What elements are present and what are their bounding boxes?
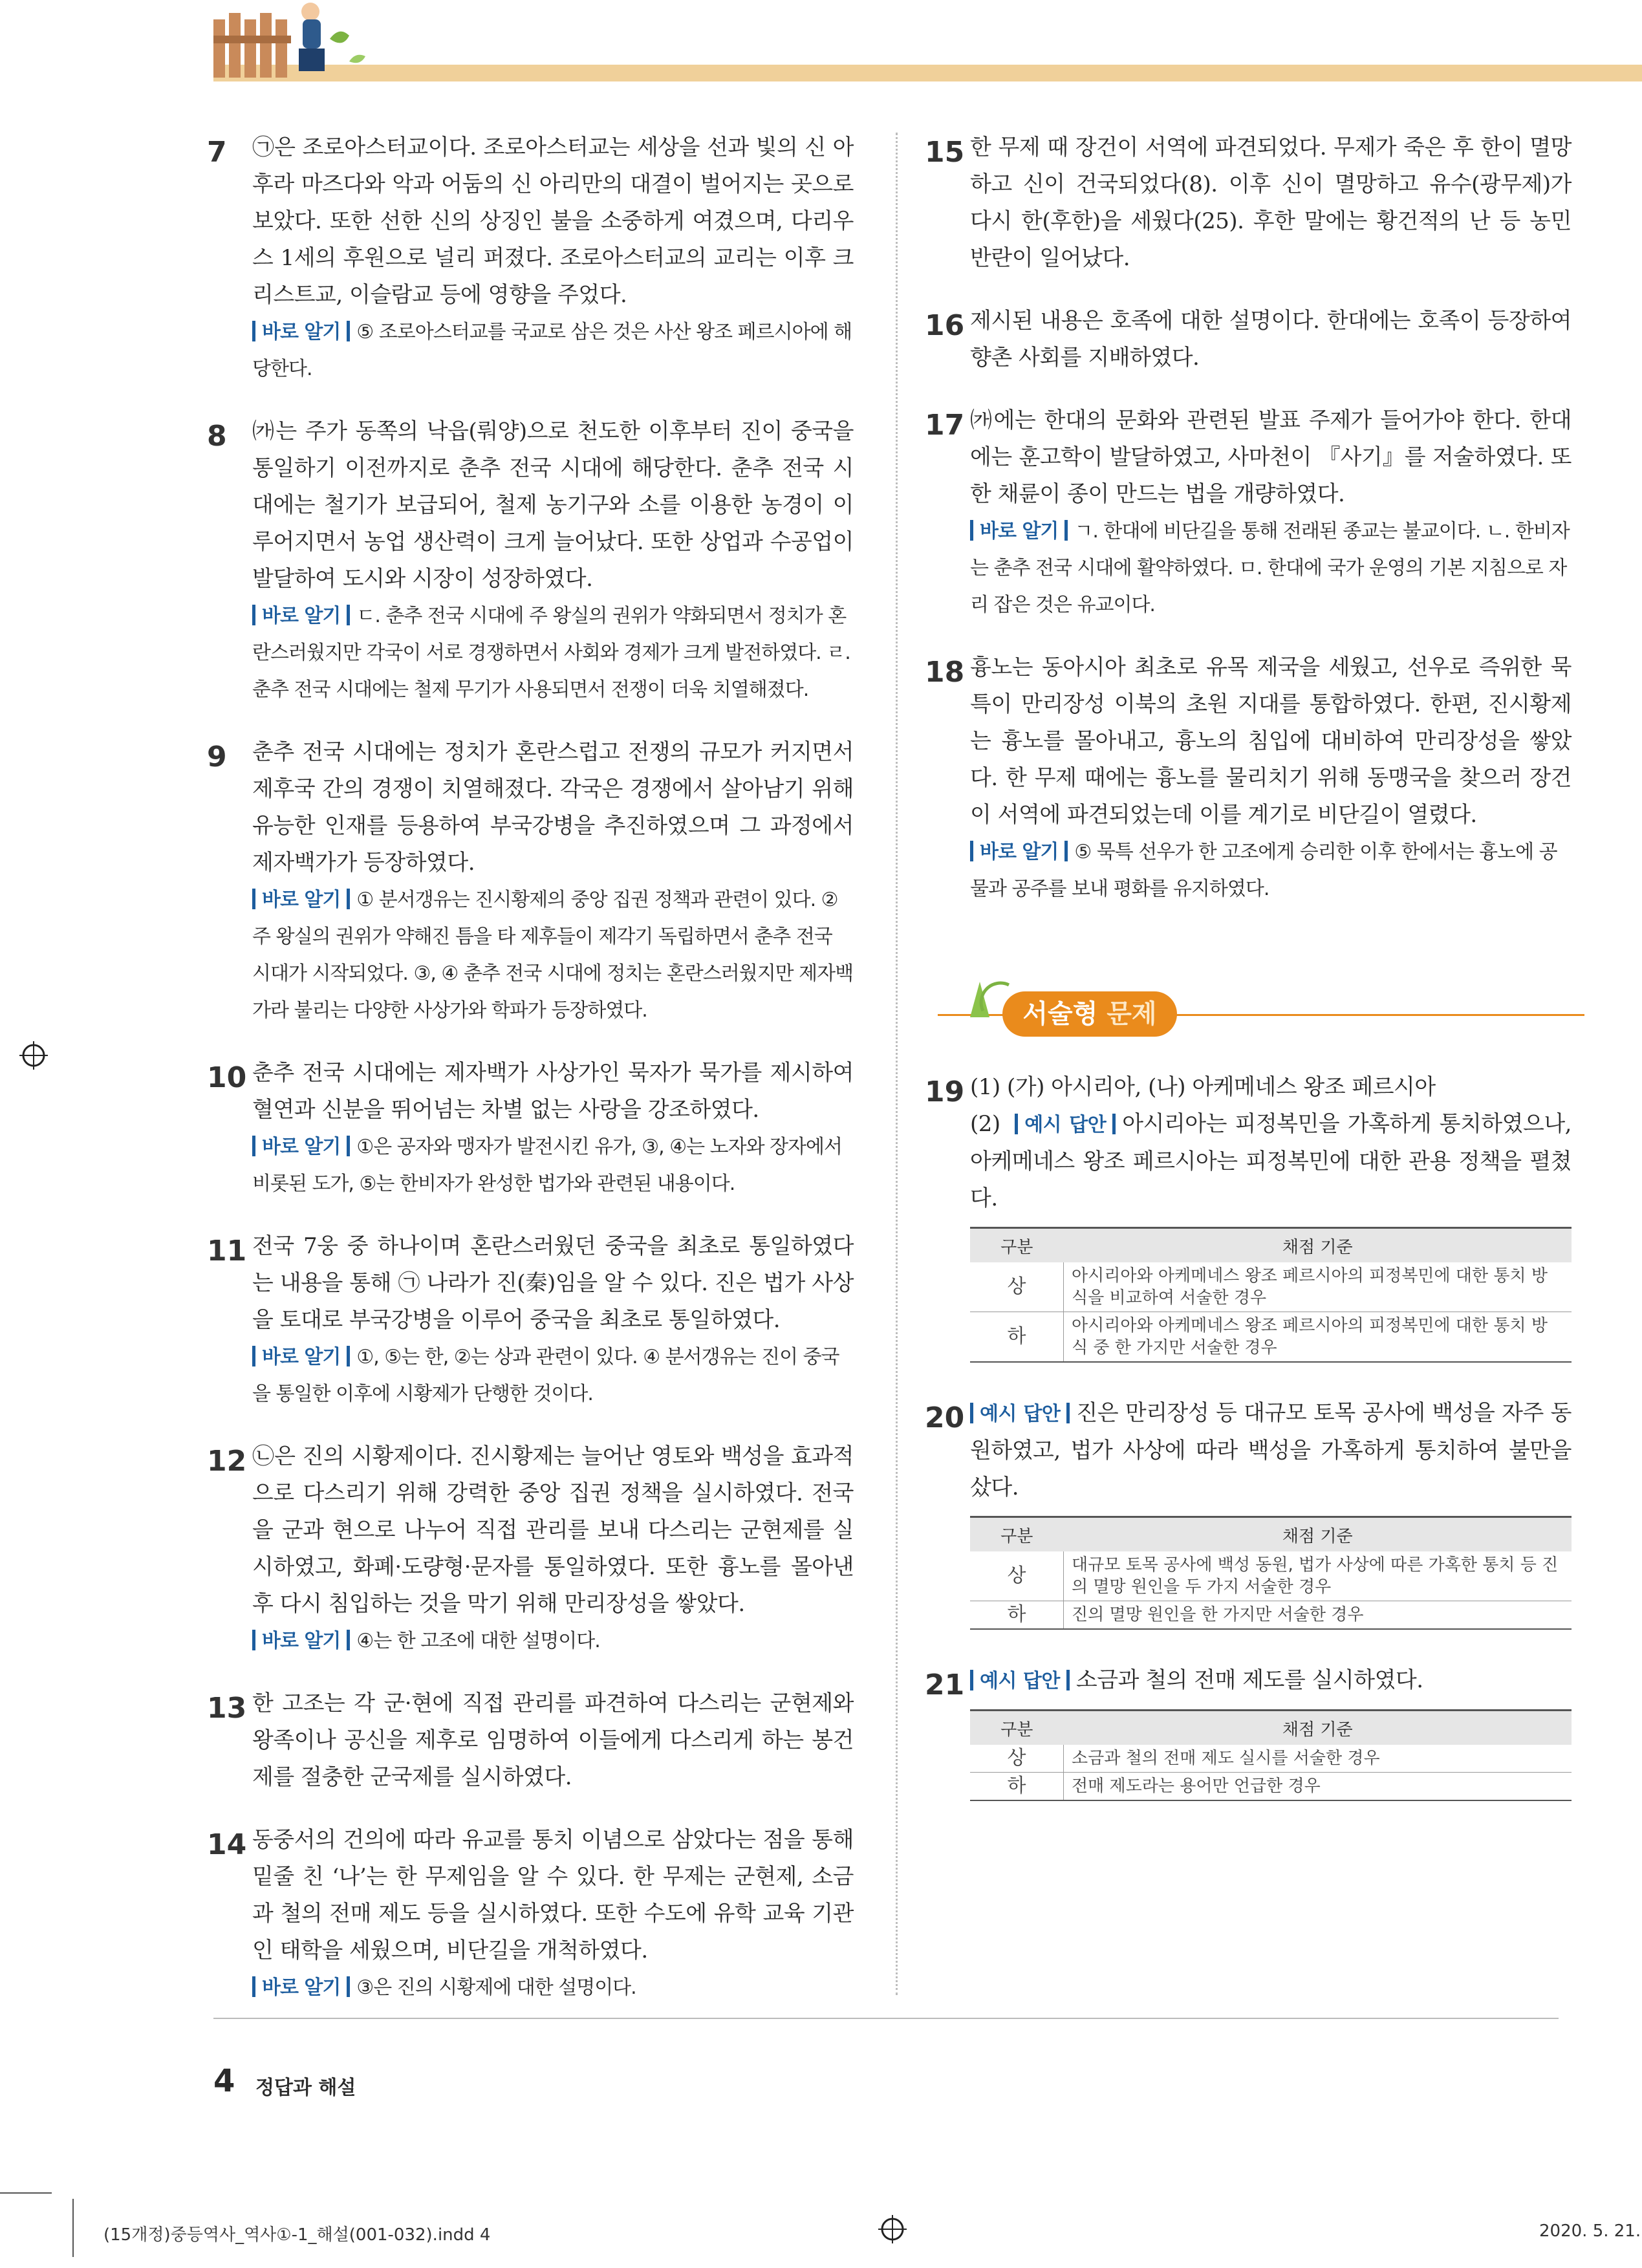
descriptive-section-header bbox=[938, 972, 1572, 1043]
correction-text: ①은 공자와 맹자가 발전시킨 유가, ③, ④는 노자와 장자에서 비롯된 도가, ⑤는 한비자가 완성한 법가와 관련된 내용이다. bbox=[252, 1136, 842, 1195]
scoring-table-21 bbox=[970, 1709, 1572, 1801]
answer-item-11 bbox=[207, 1228, 854, 1412]
correction-text: ㄱ. 한대에 비단길을 통해 전래된 종교는 불교이다. ㄴ. 한비자는 춘추 전국 시대에 활약하였다. ㅁ. 한대에 국가 운영의 기본 지침으로 자리 잡은 것은 유교이다. bbox=[970, 520, 1570, 616]
item-explanation: 춘추 전국 시대에는 제자백가 사상가인 묵자가 묵가를 제시하여 혈연과 신분을 뛰어넘는 차별 없는 사랑을 강조하였다. bbox=[252, 1060, 854, 1123]
correction-note bbox=[252, 1969, 854, 2006]
baro-algi-label: 바로 알기 bbox=[262, 321, 341, 343]
baro-algi-label: 바로 알기 bbox=[262, 1630, 341, 1652]
correction-text: ⑤ 조로아스터교를 국교로 삼은 것은 사산 왕조 페르시아에 해당한다. bbox=[252, 321, 852, 380]
baro-algi-label: 바로 알기 bbox=[980, 520, 1059, 543]
footer-rule bbox=[213, 2018, 1559, 2019]
baro-algi-label: 바로 알기 bbox=[262, 605, 341, 627]
registration-mark-icon bbox=[878, 2215, 907, 2243]
answer-item-7 bbox=[207, 129, 854, 387]
answer-item-15 bbox=[925, 129, 1572, 277]
item-explanation: 전국 7웅 중 하나이며 혼란스러웠던 중국을 최초로 통일하였다는 내용을 통해 ㉠ 나라가 진(秦)임을 알 수 있다. 진은 법가 사상을 토대로 부국강병을 이루어 중국을 최초로 통일하였다. bbox=[252, 1233, 854, 1333]
table-header-grade: 구분 bbox=[970, 1228, 1064, 1263]
item-number: 20 bbox=[925, 1401, 965, 1434]
item-number: 19 bbox=[925, 1075, 965, 1108]
yesi-dapan-label: 예시 답안 bbox=[980, 1670, 1060, 1692]
item-number: 12 bbox=[207, 1445, 247, 1478]
item-part-1: (1) (가) 아시리아, (나) 아케메네스 왕조 페르시아 bbox=[970, 1074, 1436, 1100]
item-number: 18 bbox=[925, 656, 965, 689]
baro-algi-label: 바로 알기 bbox=[262, 1976, 341, 1999]
print-slug: (15개정)중등역사_역사①-1_해설(001-032).indd 4 bbox=[103, 2225, 491, 2245]
item-number: 10 bbox=[207, 1061, 247, 1094]
item-number: 21 bbox=[925, 1669, 965, 1701]
item-explanation: ㈎는 주가 동쪽의 낙읍(뤄양)으로 천도한 이후부터 진이 중국을 통일하기 이전까지로 춘추 전국 시대에 해당한다. 춘추 전국 시대에는 철기가 보급되어, 철제 농기구와 소를 이용한 농경이 이루어지면서 농업 생산력이 크게 늘어났다. 또한 상업과 수공업이 발달하여 도시와 시장이 성장하였다. bbox=[252, 418, 854, 592]
item-number: 17 bbox=[925, 409, 965, 442]
correction-note bbox=[970, 513, 1572, 623]
correction-note bbox=[970, 834, 1572, 907]
table-row: 하 진의 멸망 원인을 한 가지만 서술한 경우 bbox=[970, 1601, 1572, 1630]
model-answer: 아시리아는 피정복민을 가혹하게 통치하였으나, 아케메네스 왕조 페르시아는 피정복민에 대한 관용 정책을 펼쳤다. bbox=[970, 1111, 1572, 1211]
item-explanation: 동중서의 건의에 따라 유교를 통치 이념으로 삼았다는 점을 통해 밑줄 친 ‘나’는 한 무제임을 알 수 있다. 한 무제는 군현제, 소금과 철의 전매 제도 등을 실시하였다. 또한 수도에 유학 교육 기관인 태학을 세웠으며, 비단길을 개척하였다. bbox=[252, 1827, 854, 1963]
item-explanation: 흉노는 동아시아 최초로 유목 제국을 세웠고, 선우로 즉위한 묵특이 만리장성 이북의 초원 지대를 통합하였다. 한편, 진시황제는 흉노를 몰아내고, 흉노의 침입에 대비하여 만리장성을 쌓았다. 한 무제 때에는 흉노를 물리치기 위해 동맹국을 찾으러 장건이 서역에 파견되었는데 이를 계기로 비단길이 열렸다. bbox=[970, 654, 1572, 828]
gardener-illustration-icon bbox=[213, 0, 382, 91]
item-number: 8 bbox=[207, 420, 227, 453]
correction-note bbox=[252, 598, 854, 708]
table-header-criteria: 채점 기준 bbox=[1064, 1711, 1572, 1745]
item-model-answer: 예시 답안 진은 만리장성 등 대규모 토목 공사에 백성을 자주 동원하였고, 법가 사상에 따라 백성을 가혹하게 통치하여 불만을 샀다. bbox=[970, 1400, 1572, 1500]
column-divider bbox=[896, 133, 898, 1995]
page-label: 정답과 해설 bbox=[255, 2077, 356, 2099]
item-model-answer: 예시 답안 소금과 철의 전매 제도를 실시하였다. bbox=[970, 1662, 1572, 1700]
item-number: 7 bbox=[207, 136, 227, 169]
answer-item-12 bbox=[207, 1438, 854, 1659]
table-row: 상 대규모 토목 공사에 백성 동원, 법가 사상에 따른 가혹한 통치 등 진의 멸망 원인을 두 가지 서술한 경우 bbox=[970, 1551, 1572, 1601]
item-number: 13 bbox=[207, 1692, 247, 1725]
table-header-grade: 구분 bbox=[970, 1711, 1064, 1745]
table-row: 하 아시리아와 아케메네스 왕조 페르시아의 피정복민에 대한 통치 방식 중 한 가지만 서술한 경우 bbox=[970, 1312, 1572, 1363]
crop-mark bbox=[72, 2199, 74, 2257]
table-header-criteria: 채점 기준 bbox=[1064, 1228, 1572, 1263]
correction-note bbox=[252, 1339, 854, 1412]
item-explanation: ㈎에는 한대의 문화와 관련된 발표 주제가 들어가야 한다. 한대에는 훈고학이 발달하였고, 사마천이 『사기』를 저술하였다. 또한 채륜이 종이 만드는 법을 개량하였다. bbox=[970, 407, 1572, 507]
crop-mark bbox=[0, 2192, 52, 2194]
correction-text: ⑤ 묵특 선우가 한 고조에게 승리한 이후 한에서는 흉노에 공물과 공주를 보내 평화를 유지하였다. bbox=[970, 841, 1557, 900]
item-number: 9 bbox=[207, 740, 227, 773]
answer-item-9 bbox=[207, 734, 854, 1029]
item-number: 16 bbox=[925, 309, 965, 342]
item-explanation: 춘추 전국 시대에는 정치가 혼란스럽고 전쟁의 규모가 커지면서 제후국 간의 경쟁이 치열해졌다. 각국은 경쟁에서 살아남기 위해 유능한 인재를 등용하여 부국강병을 추진하였으며 그 과정에서 제자백가가 등장하였다. bbox=[252, 739, 854, 876]
item-number: 11 bbox=[207, 1235, 247, 1268]
left-column bbox=[207, 129, 854, 2032]
table-row: 상 소금과 철의 전매 제도 실시를 서술한 경우 bbox=[970, 1745, 1572, 1773]
answer-item-17 bbox=[925, 402, 1572, 623]
table-row: 하 전매 제도라는 용어만 언급한 경우 bbox=[970, 1773, 1572, 1801]
baro-algi-label: 바로 알기 bbox=[262, 1346, 341, 1368]
page-number: 4 bbox=[213, 2063, 235, 2099]
answer-item-16 bbox=[925, 303, 1572, 376]
table-row: 상 아시리아와 아케메네스 왕조 페르시아의 피정복민에 대한 통치 방식을 비교하여 서술한 경우 bbox=[970, 1262, 1572, 1312]
correction-text: ①, ⑤는 한, ②는 상과 관련이 있다. ④ 분서갱유는 진이 중국을 통일한 이후에 시황제가 단행한 것이다. bbox=[252, 1346, 839, 1405]
item-explanation: ㉡은 진의 시황제이다. 진시황제는 늘어난 영토와 백성을 효과적으로 다스리기 위해 강력한 중앙 집권 정책을 실시하였다. 전국을 군과 현으로 나누어 직접 관리를 보내 다스리는 군현제를 실시하였고, 화폐·도량형·문자를 통일하였다. 또한 흉노를 몰아낸 후 다시 침입하는 것을 막기 위해 만리장성을 쌓았다. bbox=[252, 1443, 854, 1617]
answer-item-8 bbox=[207, 413, 854, 708]
yesi-dapan-label: 예시 답안 bbox=[1024, 1114, 1107, 1136]
item-explanation: 한 무제 때 장건이 서역에 파견되었다. 무제가 죽은 후 한이 멸망하고 신이 건국되었다(8). 이후 신이 멸망하고 유수(광무제)가 다시 한(후한)을 세웠다(25). 후한 말에는 황건적의 난 등 농민 반란이 일어났다. bbox=[970, 135, 1572, 271]
baro-algi-label: 바로 알기 bbox=[262, 1136, 341, 1158]
table-header-criteria: 채점 기준 bbox=[1064, 1517, 1572, 1552]
answer-item-21 bbox=[925, 1662, 1572, 1801]
scoring-table-19 bbox=[970, 1227, 1572, 1363]
print-date: 2020. 5. 21. bbox=[1539, 2221, 1641, 2241]
baro-algi-label: 바로 알기 bbox=[980, 841, 1059, 863]
item-explanation: ㉠은 조로아스터교이다. 조로아스터교는 세상을 선과 빛의 신 아후라 마즈다와 악과 어둠의 신 아리만의 대결이 벌어지는 곳으로 보았다. 또한 선한 신의 상징인 불을 소중하게 여겼으며, 다리우스 1세의 후원으로 널리 퍼졌다. 조로아스터교의 교리는 이후 크리스트교, 이슬람교 등에 영향을 주었다. bbox=[252, 135, 854, 308]
answer-item-18 bbox=[925, 649, 1572, 907]
section-title: 서술형 문제 bbox=[1002, 991, 1177, 1037]
correction-text: ③은 진의 시황제에 대한 설명이다. bbox=[356, 1976, 636, 1999]
header-bar bbox=[213, 65, 1642, 81]
registration-mark-icon bbox=[19, 1041, 48, 1070]
correction-note bbox=[252, 881, 854, 1029]
baro-algi-label: 바로 알기 bbox=[262, 889, 341, 911]
correction-text: ① 분서갱유는 진시황제의 중앙 집권 정책과 관련이 있다. ② 주 왕실의 권위가 약해진 틈을 타 제후들이 제각기 독립하면서 춘추 전국 시대가 시작되었다. ③, ④ 춘추 전국 시대에 정치는 혼란스러웠지만 제자백가라 불리는 다양한 사상가와 학파가 등장하였다. bbox=[252, 889, 854, 1022]
answer-item-13 bbox=[207, 1685, 854, 1796]
correction-text: ㄷ. 춘추 전국 시대에 주 왕실의 권위가 약화되면서 정치가 혼란스러웠지만 각국이 서로 경쟁하면서 사회와 경제가 크게 발전하였다. ㄹ. 춘추 전국 시대에는 철제 무기가 사용되면서 전쟁이 더욱 치열해졌다. bbox=[252, 605, 850, 701]
correction-note bbox=[252, 314, 854, 387]
correction-text: ④는 한 고조에 대한 설명이다. bbox=[356, 1630, 600, 1652]
answer-item-14 bbox=[207, 1822, 854, 2006]
item-explanation: 제시된 내용은 호족에 대한 설명이다. 한대에는 호족이 등장하여 향촌 사회를 지배하였다. bbox=[970, 308, 1572, 371]
item-explanation: 한 고조는 각 군·현에 직접 관리를 파견하여 다스리는 군현제와 왕족이나 공신을 제후로 임명하여 이들에게 다스리게 하는 봉건제를 절충한 군국제를 실시하였다. bbox=[252, 1690, 854, 1790]
answer-item-19 bbox=[925, 1069, 1572, 1363]
answer-item-10 bbox=[207, 1055, 854, 1202]
item-part-2: (2) 예시 답안 아시리아는 피정복민을 가혹하게 통치하였으나, 아케메네스 왕조 페르시아는 피정복민에 대한 관용 정책을 펼쳤다. bbox=[970, 1111, 1572, 1211]
scoring-table-20 bbox=[970, 1516, 1572, 1630]
correction-note bbox=[252, 1623, 854, 1659]
right-column bbox=[925, 129, 1572, 1833]
answer-item-20 bbox=[925, 1395, 1572, 1630]
table-header-grade: 구분 bbox=[970, 1517, 1064, 1552]
item-number: 15 bbox=[925, 136, 965, 169]
correction-note bbox=[252, 1129, 854, 1202]
item-number: 14 bbox=[207, 1828, 247, 1861]
yesi-dapan-label: 예시 답안 bbox=[980, 1403, 1061, 1425]
